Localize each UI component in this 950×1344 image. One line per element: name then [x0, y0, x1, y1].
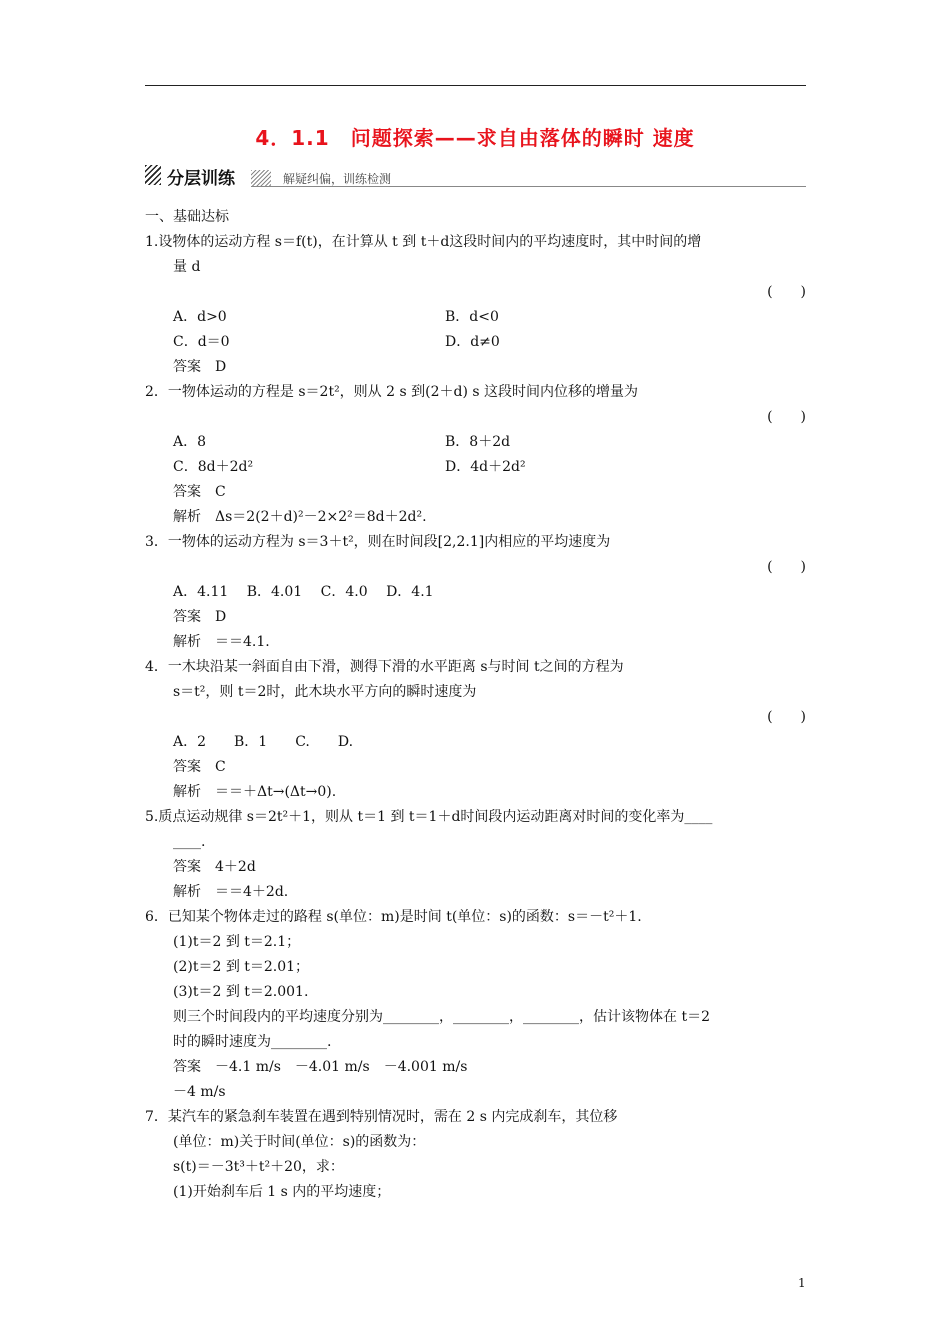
question-7-part: (1)开始刹车后 1 s 内的平均速度；	[173, 1184, 391, 1200]
answer-line: 答案 C	[173, 484, 226, 500]
question-5-line: ____.	[173, 834, 206, 850]
answer-blank-row	[145, 705, 806, 730]
question-7-line: (单位：m)关于时间(单位：s)的函数为：	[173, 1134, 426, 1150]
explanation-line: 解析 ＝＝＋Δt→(Δt→0).	[173, 784, 337, 800]
options-row	[145, 455, 806, 480]
answer-paren: ( )	[767, 709, 806, 725]
question-4-line: 4．一木块沿某一斜面自由下滑，测得下滑的水平距离 s与时间 t之间的方程为	[145, 659, 624, 675]
options-row: A．2 B．1 C. D.	[173, 734, 354, 750]
question-1-line: 1.设物体的运动方程 s＝f(t)，在计算从 t 到 t＋d这段时间内的平均速度时，其中时间的增	[145, 234, 702, 250]
answer-line: 答案 C	[173, 759, 226, 775]
section-banner	[145, 162, 806, 190]
answer-line: 答案 D	[173, 359, 227, 375]
question-6-line: 时的瞬时速度为________.	[173, 1034, 332, 1050]
question-2-line: 2．一物体运动的方程是 s＝2t²，则从 2 s 到(2＋d) s 这段时间内位移的增量为	[145, 384, 639, 400]
exercise-content	[145, 205, 806, 1205]
answer-line: 答案 －4.1 m/s －4.01 m/s －4.001 m/s	[173, 1059, 468, 1075]
option-b: B．8＋2d	[445, 434, 511, 450]
question-6-part: (2)t＝2 到 t＝2.01；	[173, 959, 310, 975]
answer-line: 答案 4＋2d	[173, 859, 256, 875]
answer-blank-row	[145, 280, 806, 305]
stripes-icon	[145, 165, 161, 185]
banner-rule	[251, 186, 806, 187]
option-a: A．d>0	[173, 309, 227, 325]
question-4-line: s＝t²，则 t＝2时，此木块水平方向的瞬时速度为	[173, 684, 477, 700]
answer-blank-row	[145, 405, 806, 430]
top-rule	[145, 85, 806, 86]
question-6-line: 则三个时间段内的平均速度分别为________，________，________，估计该物体在 t＝2	[173, 1009, 710, 1025]
option-b: B．d<0	[445, 309, 499, 325]
banner-subtitle: 解疑纠偏，训练检测	[283, 172, 392, 186]
page-title: 4．1.1 问题探索——求自由落体的瞬时 速度	[255, 126, 695, 150]
answer-line: 答案 D	[173, 609, 227, 625]
explanation-line: 解析 ＝＝4.1.	[173, 634, 270, 650]
question-7-line: s(t)＝－3t³＋t²＋20，求：	[173, 1159, 344, 1175]
options-row: A．4.11 B．4.01 C．4.0 D．4.1	[173, 584, 434, 600]
answer-paren: ( )	[767, 409, 806, 425]
options-row	[145, 430, 806, 455]
option-c: C．8d＋2d²	[173, 459, 254, 475]
option-a: A．8	[173, 434, 207, 450]
question-5-line: 5.质点运动规律 s＝2t²＋1，则从 t＝1 到 t＝1＋d时间段内运动距离对时间的变化率为____	[145, 809, 713, 825]
explanation-line: 解析 ＝＝4＋2d.	[173, 884, 289, 900]
question-6-part: (3)t＝2 到 t＝2.001.	[173, 984, 309, 1000]
options-row	[145, 305, 806, 330]
option-d: D．4d＋2d²	[445, 459, 526, 475]
option-c: C．d＝0	[173, 334, 230, 350]
answer-paren: ( )	[767, 559, 806, 575]
answer-paren: ( )	[767, 284, 806, 300]
question-1-line: 量 d	[173, 259, 201, 275]
explanation-line: 解析 Δs＝2(2＋d)²－2×2²＝8d＋2d².	[173, 509, 427, 525]
option-d: D．d≠0	[445, 334, 500, 350]
question-6-line: 6．已知某个物体走过的路程 s(单位：m)是时间 t(单位：s)的函数：s＝－t²＋1.	[145, 909, 642, 925]
banner-title: 分层训练	[167, 169, 235, 189]
answer-line: －4 m/s	[173, 1084, 226, 1100]
question-6-part: (1)t＝2 到 t＝2.1；	[173, 934, 301, 950]
options-row	[145, 330, 806, 355]
stripes-icon	[251, 170, 271, 186]
question-3-line: 3．一物体的运动方程为 s＝3＋t²，则在时间段[2,2.1]内相应的平均速度为	[145, 534, 611, 550]
question-7-line: 7．某汽车的紧急刹车装置在遇到特别情况时，需在 2 s 内完成刹车，其位移	[145, 1109, 618, 1125]
page-number: 1	[798, 1276, 806, 1290]
answer-blank-row	[145, 555, 806, 580]
section-heading: 一、基础达标	[145, 209, 229, 225]
